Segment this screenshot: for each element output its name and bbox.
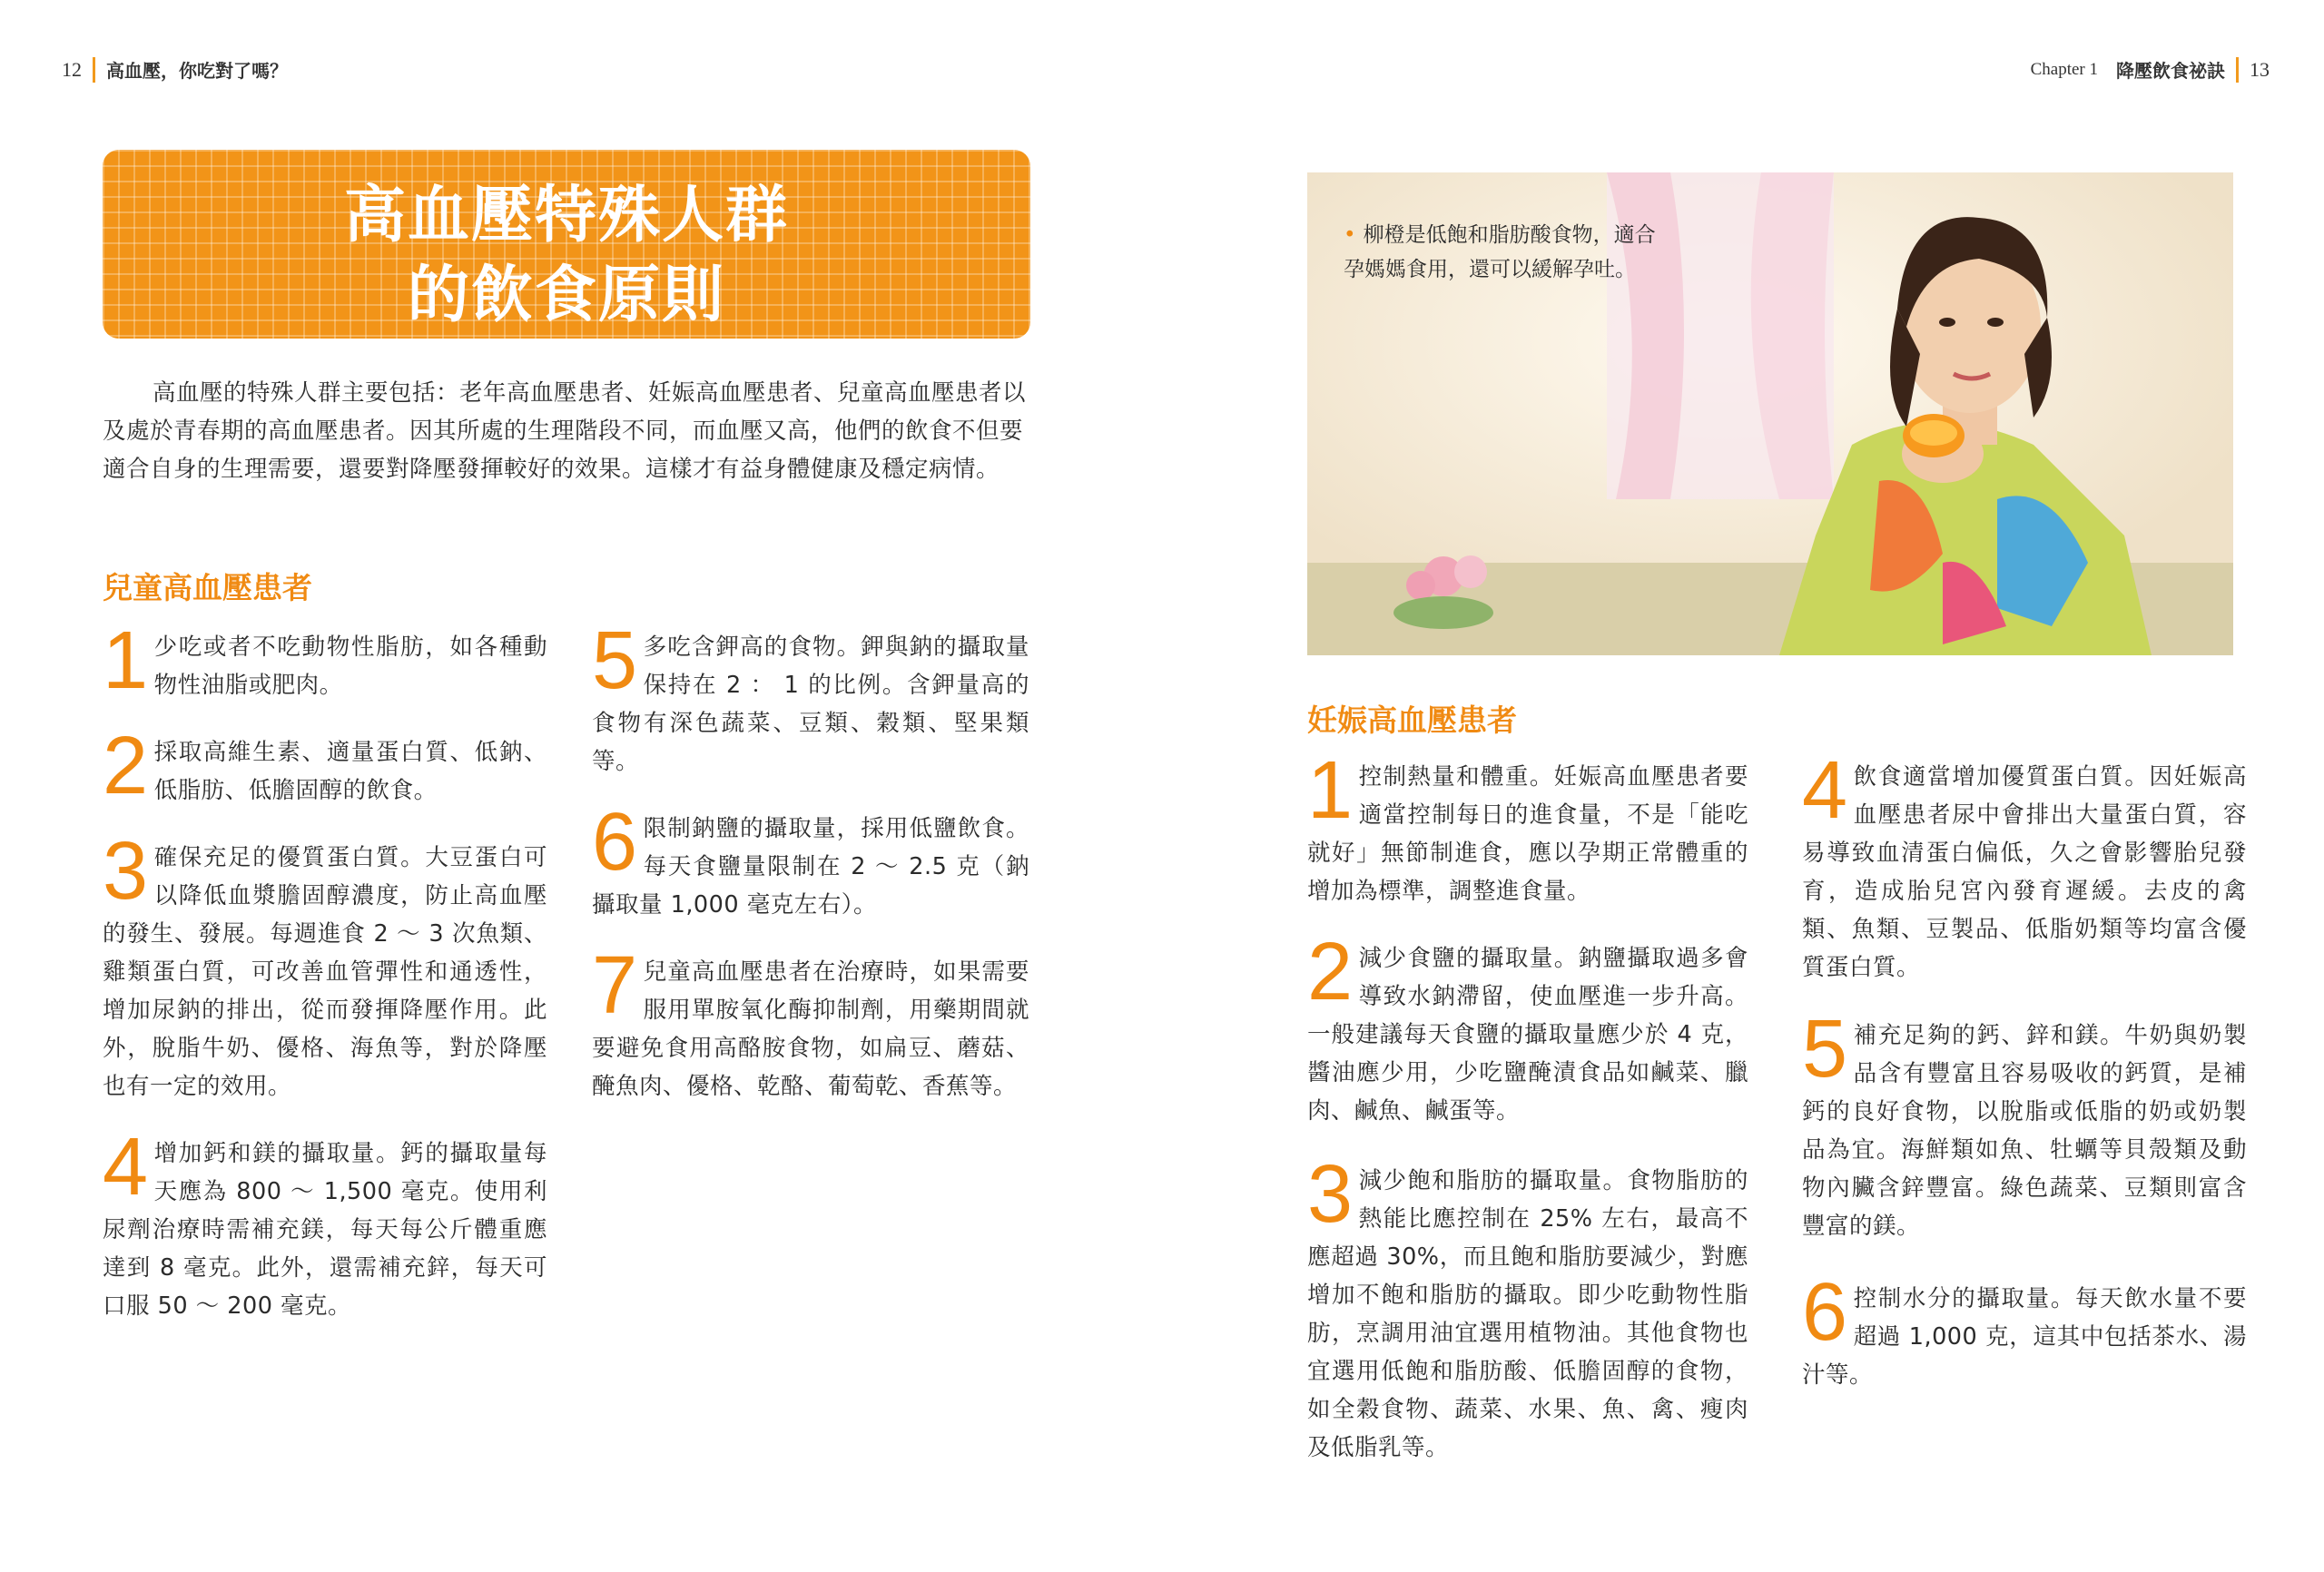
children-item-3: [103, 826, 547, 1105]
item-number: 5: [592, 615, 638, 706]
pregnancy-item-1: [1307, 745, 1748, 910]
item-text: 減少飽和脂肪的攝取量。食物脂肪的熱能比應控制在 25% 左右，最高不應超過 30%，而且飽和脂肪要減少，對應增加不飽和脂肪的攝取。即少吃動物性脂肪，烹調用油宜選用植物油。其他食物也宜選用低飽和脂肪酸、低膽固醇的食物，如全穀食物、蔬菜、水果、魚、禽、瘦肉及低脂乳等。: [1307, 1167, 1748, 1461]
item-number: 4: [1802, 745, 1848, 836]
item-text: 多吃含鉀高的食物。鉀與鈉的攝取量保持在 2 ： 1 的比例。含鉀量高的食物有深色蔬菜、豆類、穀類、堅果類等。: [592, 634, 1029, 775]
item-text: 控制熱量和體重。妊娠高血壓患者要適當控制每日的進食量，不是「能吃就好」無節制進食，應以孕期正常體重的增加為標準，調整進食量。: [1307, 763, 1748, 905]
item-number: 5: [1802, 1004, 1848, 1095]
intro-paragraph: 高血壓的特殊人群主要包括：老年高血壓患者、妊娠高血壓患者、兒童高血壓患者以及處於青春期的高血壓患者。因其所處的生理階段不同，而血壓又高，他們的飲食不但要適合自身的生理需要，還要對降壓發揮較好的效果。這樣才有益身體健康及穩定病情。: [103, 379, 1027, 483]
item-text: 增加鈣和鎂的攝取量。鈣的攝取量每天應為 800 ～ 1,500 毫克。使用利尿劑治療時需補充鎂，每天每公斤體重應達到 8 毫克。此外，還需補充鋅，每天可口服 50 ～ 200 毫克。: [103, 1140, 547, 1320]
book-title: 高血壓，你吃對了嗎？: [106, 60, 288, 82]
item-number: 3: [1307, 1149, 1354, 1240]
header-divider: [2236, 57, 2239, 83]
pregnancy-item-2: [1307, 927, 1748, 1130]
children-item-1: [103, 615, 547, 706]
item-number: 6: [1802, 1267, 1848, 1358]
header-divider: [93, 57, 95, 83]
caption-line-2: 孕媽媽食用，還可以緩解孕吐。: [1344, 258, 1636, 281]
item-number: 6: [592, 797, 638, 888]
item-text: 補充足夠的鈣、鋅和鎂。牛奶與奶製品含有豐富且容易吸收的鈣質，是補鈣的良好食物，以脫脂或低脂的奶或奶製品為宜。海鮮類如魚、牡蠣等貝殼類及動物內臟含鋅豐富。綠色蔬菜、豆類則富含豐富的鎂。: [1802, 1022, 2247, 1240]
children-item-5: [592, 615, 1029, 781]
children-item-6: [592, 797, 1029, 924]
caption-line: [1344, 218, 1656, 252]
item-text: 少吃或者不吃動物性脂肪，如各種動物性油脂或肥肉。: [153, 634, 547, 699]
item-number: 1: [103, 615, 149, 706]
children-item-4: [103, 1122, 547, 1325]
item-text: 限制鈉鹽的攝取量，採用低鹽飲食。每天食鹽量限制在 2 ～ 2.5 克（鈉攝取量 1,000 毫克左右）。: [592, 815, 1029, 919]
item-number: 4: [103, 1122, 149, 1213]
item-number: 3: [103, 826, 149, 917]
pregnancy-item-3: [1307, 1149, 1748, 1467]
item-number: 2: [1307, 927, 1354, 1017]
left-page-header: [62, 56, 288, 83]
pregnancy-item-5: [1802, 1004, 2247, 1245]
chapter-title: 降壓飲食祕訣: [2116, 60, 2225, 82]
title-banner: [103, 150, 1030, 339]
item-text: 採取高維生素、適量蛋白質、低鈉、低脂肪、低膽固醇的飲食。: [153, 739, 547, 804]
right-page-number: 13: [2250, 57, 2270, 81]
banner-title-line1: 高血壓特殊人群: [343, 180, 789, 251]
item-number: 2: [103, 721, 149, 811]
children-section-title: 兒童高血壓患者: [103, 570, 312, 605]
left-page-number: 12: [62, 57, 82, 81]
item-number: 7: [592, 940, 638, 1031]
item-text: 兒童高血壓患者在治療時，如果需要服用單胺氧化酶抑制劑，用藥期間就要避免食用高酪胺食物，如扁豆、蘑菇、醃魚肉、優格、乾酪、葡萄乾、香蕉等。: [592, 958, 1029, 1100]
children-item-7: [592, 940, 1029, 1105]
item-text: 確保充足的優質蛋白質。大豆蛋白可以降低血漿膽固醇濃度，防止高血壓的發生、發展。每週進食 2 ～ 3 次魚類、雞類蛋白質，可改善血管彈性和通透性，增加尿鈉的排出，從而發揮降壓作用。此外，脫脂牛奶、優格、海魚等，對於降壓也有一定的效用。: [103, 844, 547, 1100]
item-text: 飲食適當增加優質蛋白質。因妊娠高血壓患者尿中會排出大量蛋白質，容易導致血清蛋白偏低，久之會影響胎兒發育，造成胎兒宮內發育遲緩。去皮的禽類、魚類、豆製品、低脂奶類等均富含優質蛋白質。: [1802, 763, 2247, 981]
chapter-label: Chapter 1: [2030, 59, 2098, 79]
item-number: 1: [1307, 745, 1354, 836]
children-item-2: [103, 721, 547, 811]
right-page-header: [2031, 56, 2270, 83]
banner-title-line2: 的飲食原則: [407, 260, 725, 331]
pregnancy-item-6: [1802, 1267, 2247, 1394]
caption-line-1: 柳橙是低飽和脂肪酸食物，適合: [1363, 223, 1656, 247]
woman-with-orange-photo: [1307, 172, 2233, 655]
item-text: 減少食鹽的攝取量。鈉鹽攝取過多會導致水鈉滯留，使血壓進一步升高。一般建議每天食鹽的攝取量應少於 4 克，醬油應少用，少吃鹽醃漬食品如鹹菜、臘肉、鹹魚、鹹蛋等。: [1307, 945, 1748, 1125]
pregnancy-item-4: [1802, 745, 2247, 987]
item-text: 控制水分的攝取量。每天飲水量不要超過 1,000 克，這其中包括茶水、湯汁等。: [1802, 1285, 2247, 1389]
photo-caption: [1344, 218, 1656, 287]
pregnancy-section-title: 妊娠高血壓患者: [1307, 702, 1517, 738]
bullet-dot-icon: •: [1344, 223, 1356, 247]
